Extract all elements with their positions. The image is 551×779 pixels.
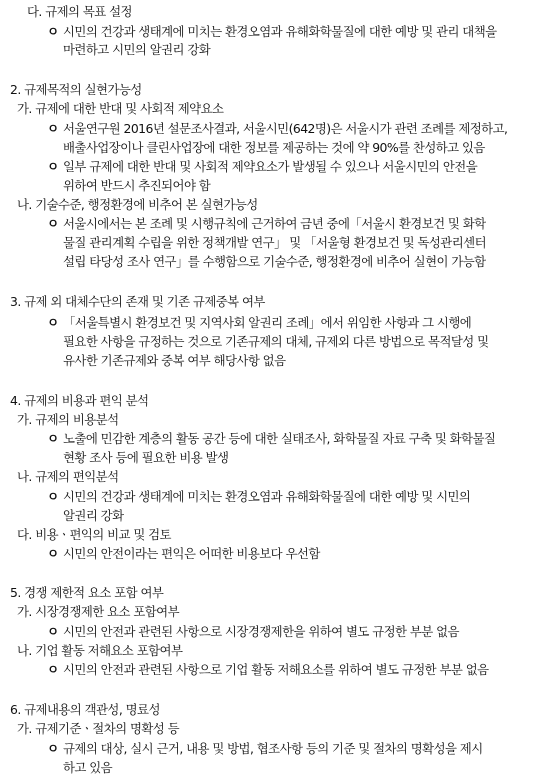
bullet-text: 노출에 민감한 계층의 활동 공간 등에 대한 실태조사, 화학물질 자료 구축 및 화학물질 xyxy=(63,431,496,446)
text-line: 나. 규제의 편익분석 xyxy=(17,469,119,484)
text-line: 3. 규제 외 대체수단의 존재 및 기존 규제중복 여부 xyxy=(10,294,265,309)
text-line: 다. 규제의 목표 설정 xyxy=(27,4,132,19)
text-line: 나. 기업 활동 저해요소 포함여부 xyxy=(17,643,183,658)
bullet-text: 시민의 안전과 관련된 사항으로 기업 활동 저해요소를 위하여 별도 규정한 부분 없음 xyxy=(63,662,489,677)
text-line: 물질 관리계획 수립을 위한 정책개발 연구」 및 「서울형 환경보건 및 독성관리센터 xyxy=(63,235,486,250)
bullet-marker: ㅇ xyxy=(47,24,59,39)
bullet-marker: ㅇ xyxy=(47,489,59,504)
bullet-marker: ㅇ xyxy=(47,315,59,330)
text-line: 5. 경쟁 제한적 요소 포함 여부 xyxy=(10,585,164,600)
bullet-text: 일부 규제에 대한 반대 및 사회적 제약요소가 발생될 수 있으나 서울시민의 안전을 xyxy=(63,159,478,174)
text-line: 하고 있음 xyxy=(63,760,113,775)
bullet-text: 시민의 안전이라는 편익은 어떠한 비용보다 우선함 xyxy=(63,546,320,561)
text-line: 가. 규제에 대한 반대 및 사회적 제약요소 xyxy=(17,101,224,116)
text-line: 위하여 반드시 추진되어야 함 xyxy=(63,178,211,193)
text-line: 유사한 기존규제와 중복 여부 해당사항 없음 xyxy=(63,353,286,368)
text-line: 마련하고 시민의 알권리 강화 xyxy=(63,42,211,57)
bullet-marker: ㅇ xyxy=(47,159,59,174)
text-line: 설립 타당성 조사 연구」를 수행함으로 기술수준, 행정환경에 비추어 실현이 가능함 xyxy=(63,254,486,269)
text-line: 가. 규제의 비용분석 xyxy=(17,412,119,427)
text-line: 가. 규제기준ㆍ절차의 명확성 등 xyxy=(17,721,180,736)
bullet-marker: ㅇ xyxy=(47,216,59,231)
text-line: 6. 규제내용의 객관성, 명료성 xyxy=(10,702,160,717)
bullet-text: 시민의 건강과 생태계에 미치는 환경오염과 유해화학물질에 대한 예방 및 관리 대책을 xyxy=(63,24,497,39)
text-line: 배출사업장이나 클린사업장에 대한 정보를 제공하는 것에 약 90%를 찬성하고 있음 xyxy=(63,140,485,155)
bullet-marker: ㅇ xyxy=(47,546,59,561)
bullet-marker: ㅇ xyxy=(47,741,59,756)
bullet-text: 시민의 건강과 생태계에 미치는 환경오염과 유해화학물질에 대한 예방 및 시민의 xyxy=(63,489,471,504)
bullet-text: 서울시에서는 본 조례 및 시행규칙에 근거하여 금년 중에「서울시 환경보건 및 화학 xyxy=(63,216,486,231)
bullet-text: 규제의 대상, 실시 근거, 내용 및 방법, 협조사항 등의 기준 및 절차의 명확성을 제시 xyxy=(63,741,483,756)
text-line: 현황 조사 등에 필요한 비용 발생 xyxy=(63,450,229,465)
text-line: 알권리 강화 xyxy=(63,508,124,523)
text-line: 가. 시장경쟁제한 요소 포함여부 xyxy=(17,604,180,619)
text-line: 나. 기술수준, 행정환경에 비추어 본 실현가능성 xyxy=(17,197,258,212)
text-line: 필요한 사항을 규정하는 것으로 기존규제의 대체, 규제외 다른 방법으로 목적달성 및 xyxy=(63,334,489,349)
bullet-marker: ㅇ xyxy=(47,624,59,639)
bullet-marker: ㅇ xyxy=(47,662,59,677)
bullet-text: 「서울특별시 환경보건 및 지역사회 알권리 조례」에서 위임한 사항과 그 시행에 xyxy=(63,315,472,330)
text-line: 다. 비용ㆍ편익의 비교 및 검토 xyxy=(17,527,171,542)
bullet-text: 서울연구원 2016년 설문조사결과, 서울시민(642명)은 서울시가 관련 조례를 제정하고, xyxy=(63,121,508,136)
text-line: 4. 규제의 비용과 편익 분석 xyxy=(10,393,149,408)
text-line: 2. 규제목적의 실현가능성 xyxy=(10,82,142,97)
bullet-text: 시민의 안전과 관련된 사항으로 시장경쟁제한을 위하여 별도 규정한 부분 없음 xyxy=(63,624,459,639)
bullet-marker: ㅇ xyxy=(47,431,59,446)
bullet-marker: ㅇ xyxy=(47,121,59,136)
